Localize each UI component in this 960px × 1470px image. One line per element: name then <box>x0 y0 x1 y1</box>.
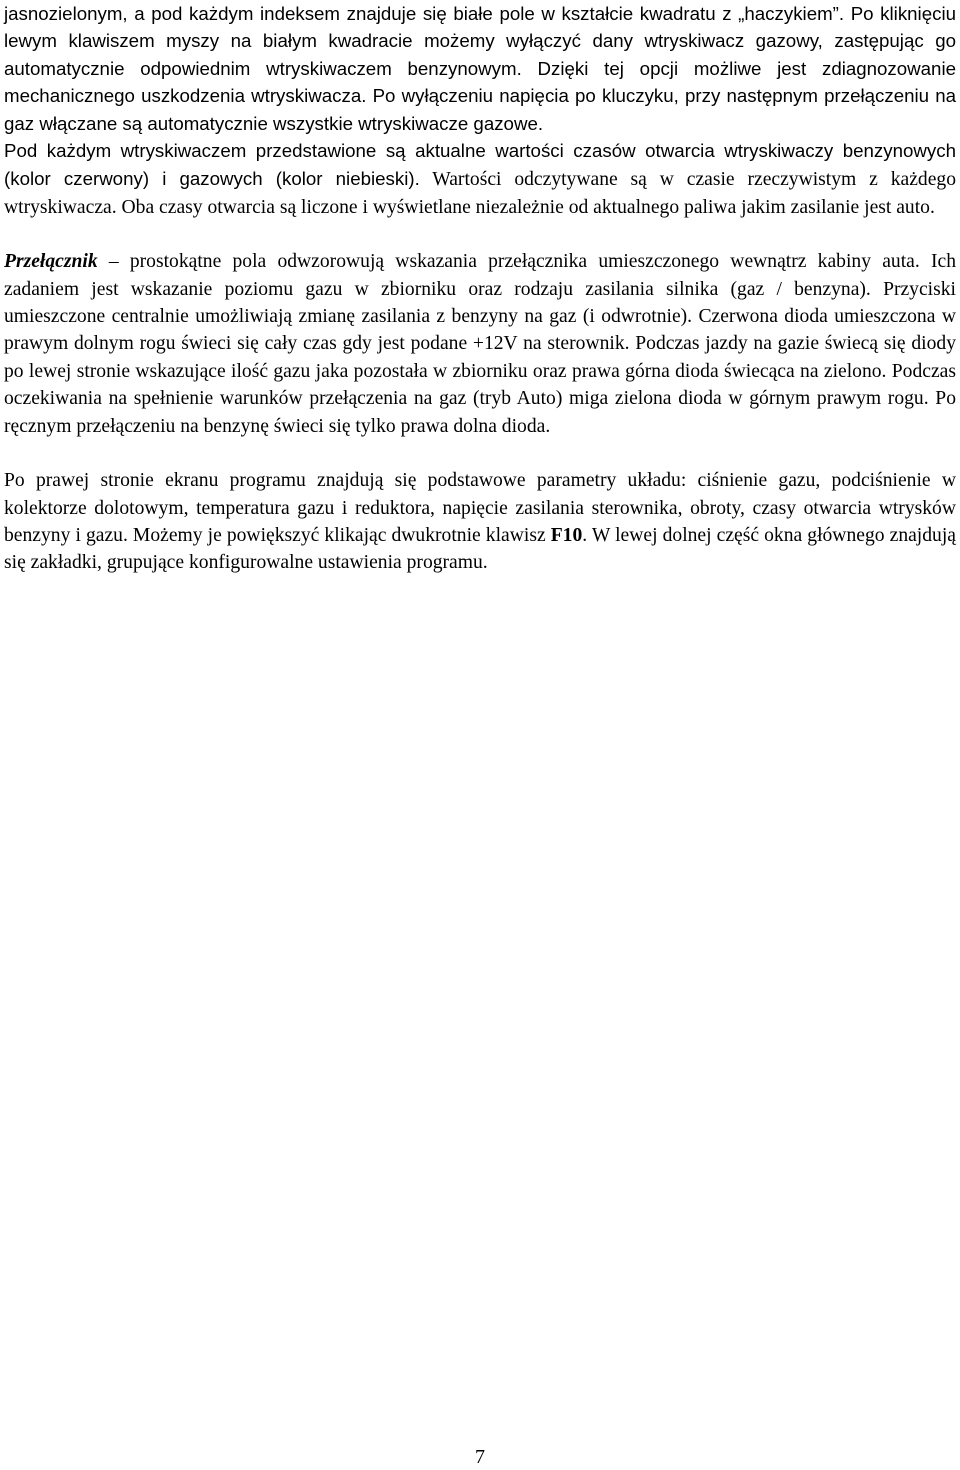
paragraph-parameters <box>4 467 956 577</box>
switch-description: – prostokątne pola odwzorowują wskazania przełącznika umieszczonego wewnątrz kabiny auta. Ich zadaniem jest wskazanie poziomu gazu w zbiorniku oraz rodzaju zasilania silnika (gaz / benzyna). Przyciski umieszczone centralnie umożliwiają zmianę zasilania z benzyny na gaz (i odwrotnie). Czerwona dioda umieszczona w prawym dolnym rogu świeci się cały czas gdy jest podane +12V na sterownik. Podczas jazdy na gazie świecą się diody po lewej stronie wskazujące ilość gazu jaka pozostała w zbiorniku oraz prawa górna dioda świecąca na zielono. Podczas oczekiwania na spełnienie warunków przełączenia na gaz (tryb Auto) miga zielona dioda w górnym prawym rogu. Po ręcznym przełączeniu na benzynę świeci się tylko prawa dolna dioda. <box>4 251 956 437</box>
f10-key: F10 <box>550 524 583 546</box>
parameters-text: Po prawej stronie ekranu programu znajdują się podstawowe parametry układu: ciśnienie gazu, podciśnienie w kolektorze dolotowym, temperatura gazu i reduktora, napięcie zasilania sterownika, obroty, czasy otwarcia wtrysków benzyny i gazu. Możemy je powiększyć klikając dwukrotnie klawisz <box>4 470 956 546</box>
parameters-text-end: . W lewej dolnej część okna głównego znajdują się zakładki, grupujące konfigurowalne ustawienia programu. <box>4 524 956 574</box>
page-number: 7 <box>475 1446 485 1468</box>
document-body <box>4 0 956 577</box>
paragraph-injector-times <box>4 137 956 221</box>
injector-times-sentence: Pod każdym wtryskiwaczem przedstawione są aktualne wartości czasów otwarcia wtryskiwaczy benzynowych (kolor czerwony) i gazowych (kolor niebieski). <box>4 140 956 190</box>
paragraph-injector-disable: jasnozielonym, a pod każdym indeksem znajduje się białe pole w kształcie kwadratu z „haczykiem”. Po kliknięciu lewym klawiszem myszy na białym kwadracie możemy wyłączyć dany wtryskiwacz gazowy, zastępując go automatycznie odpowiednim wtryskiwaczem benzynowym. Dzięki tej opcji możliwe jest zdiagnozowanie mechanicznego uszkodzenia wtryskiwacza. Po wyłączeniu napięcia po kluczyku, przy następnym przełączeniu na gaz włączane są automatycznie wszystkie wtryskiwacze gazowe. <box>4 3 956 134</box>
paragraph-switch <box>4 248 956 440</box>
switch-term: Przełącznik <box>4 251 98 273</box>
injector-times-realtime-text: Wartości odczytywane są w czasie rzeczywistym z każdego wtryskiwacza. Oba czasy otwarcia są liczone i wyświetlane niezależnie od aktualnego paliwa jakim zasilanie jest auto. <box>4 169 956 218</box>
